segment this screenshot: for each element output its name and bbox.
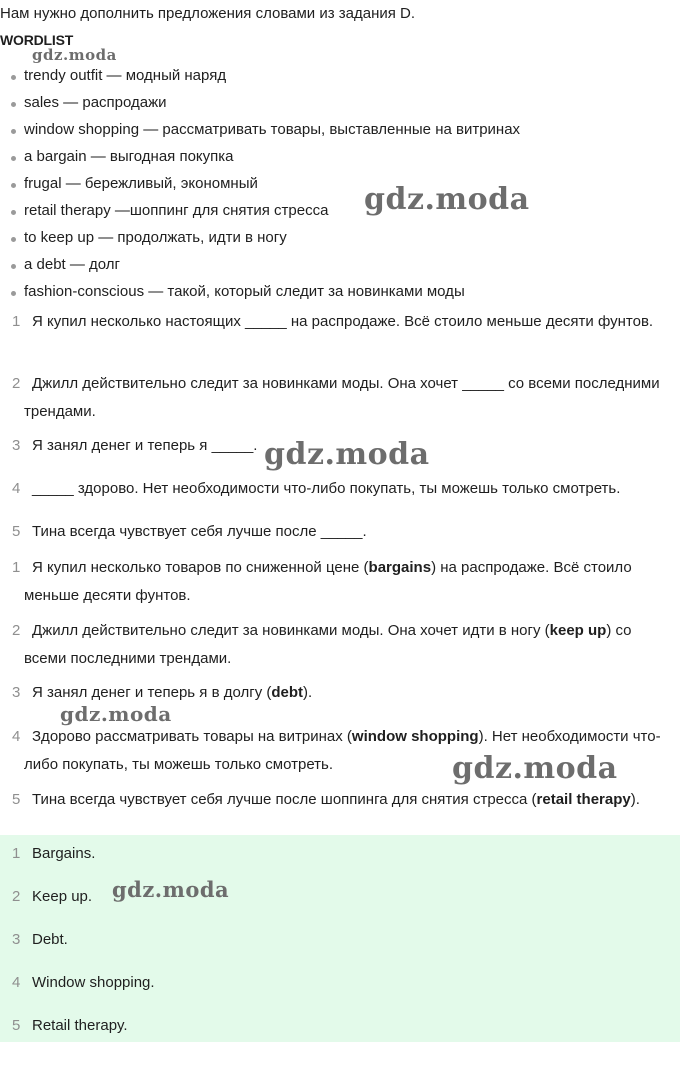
- watermark: gdz.moda: [112, 877, 230, 902]
- bullet-icon: [11, 75, 16, 80]
- answer-word: retail therapy: [536, 791, 631, 808]
- exercise-text: Тина всегда чувствует себя лучше после _____.: [32, 523, 367, 540]
- bullet-icon: [11, 264, 16, 269]
- answer-word: debt: [271, 684, 304, 701]
- wordlist-item: to keep up — продолжать, идти в ногу: [0, 228, 680, 255]
- completed-text: Я купил несколько товаров по сниженной цене (bargains) на распродаже. Всё стоило меньше десяти фунтов.: [24, 559, 632, 604]
- item-number: 2: [12, 375, 21, 392]
- answer-text: Window shopping.: [32, 974, 155, 991]
- item-number: 5: [12, 523, 21, 540]
- exercise-text: Я купил несколько настоящих _____ на распродаже. Всё стоило меньше десяти фунтов.: [32, 313, 654, 330]
- item-number: 3: [12, 437, 21, 454]
- item-number: 5: [12, 1017, 21, 1034]
- wordlist-item: fashion-conscious — такой, который следит за новинками моды: [0, 282, 680, 309]
- bullet-icon: [11, 183, 16, 188]
- wordlist-item: window shopping — рассматривать товары, выставленные на витринах: [0, 120, 680, 147]
- completed-text: Джилл действительно следит за новинками моды. Она хочет идти в ногу (keep up) со всеми последними трендами.: [24, 622, 632, 667]
- watermark: gdz.moda: [364, 182, 530, 217]
- watermark: gdz.moda: [60, 702, 172, 726]
- answer-text: Keep up.: [32, 888, 93, 905]
- bullet-icon: [11, 156, 16, 161]
- wordlist-title: WORDLIST: [0, 32, 74, 48]
- wordlist-item: trendy outfit — модный наряд: [0, 66, 680, 93]
- item-number: 5: [12, 791, 21, 808]
- answer-word: window shopping: [351, 728, 479, 745]
- watermark: gdz.moda: [452, 751, 618, 786]
- item-number: 1: [12, 313, 21, 330]
- completed-text: Здорово рассматривать товары на витринах (window shopping). Нет необходимости что-либо покупать, ты можешь только смотреть.: [24, 728, 661, 773]
- completed-text: Я занял денег и теперь я в долгу (debt).: [32, 684, 313, 701]
- answer-text: Debt.: [32, 931, 68, 948]
- item-number: 4: [12, 728, 21, 745]
- answers-panel: [0, 835, 680, 1042]
- intro-text: Нам нужно дополнить предложения словами из задания D.: [0, 5, 416, 22]
- item-number: 1: [12, 845, 21, 862]
- item-number: 4: [12, 974, 21, 991]
- watermark: gdz.moda: [32, 46, 117, 64]
- exercise-text: _____ здорово. Нет необходимости что-либо покупать, ты можешь только смотреть.: [32, 480, 621, 497]
- answer-text: Bargains.: [32, 845, 96, 862]
- bullet-icon: [11, 291, 16, 296]
- answer-text: Retail therapy.: [32, 1017, 128, 1034]
- item-number: 3: [12, 931, 21, 948]
- wordlist-item: sales — распродажи: [0, 93, 680, 120]
- exercise-text: Джилл действительно следит за новинками моды. Она хочет _____ со всеми последними трендами.: [24, 375, 660, 420]
- bullet-icon: [11, 102, 16, 107]
- item-number: 3: [12, 684, 21, 701]
- bullet-icon: [11, 237, 16, 242]
- wordlist-item: frugal — бережливый, экономный: [0, 174, 680, 201]
- completed-text: Тина всегда чувствует себя лучше после шоппинга для снятия стресса (retail therapy).: [32, 791, 640, 808]
- wordlist-item: a debt — долг: [0, 255, 680, 282]
- wordlist: [0, 66, 680, 309]
- item-number: 2: [12, 622, 21, 639]
- item-number: 2: [12, 888, 21, 905]
- bullet-icon: [11, 210, 16, 215]
- item-number: 4: [12, 480, 21, 497]
- watermark: gdz.moda: [264, 437, 430, 472]
- answer-word: bargains: [368, 559, 432, 576]
- answer-word: keep up: [549, 622, 607, 639]
- bullet-icon: [11, 129, 16, 134]
- item-number: 1: [12, 559, 21, 576]
- wordlist-item: a bargain — выгодная покупка: [0, 147, 680, 174]
- exercise-text: Я занял денег и теперь я _____.: [32, 437, 258, 454]
- wordlist-item: retail therapy —шоппинг для снятия стресса: [0, 201, 680, 228]
